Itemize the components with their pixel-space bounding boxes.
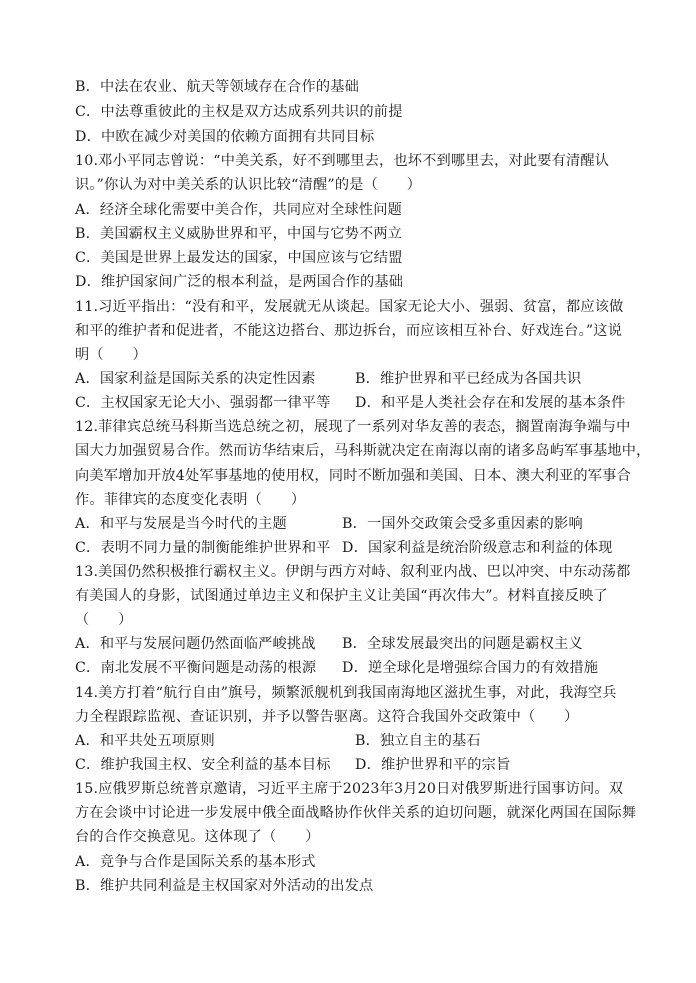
q12-option-b: B．一国外交政策会受多重因素的影响 [342,516,583,532]
q9-option-c: C．中法尊重彼此的主权是双方达成系列共识的前提 [75,104,403,120]
q13-stem-line-3: （ ） [75,612,133,628]
q13-option-c: C．南北发展不平衡问题是动荡的根源 [75,660,317,676]
q10-option-c: C．美国是世界上最发达的国家，中国应该与它结盟 [75,250,403,266]
q13-stem-line-1: 13.美国仍然积极推行霸权主义。伊朗与西方对峙、叙利亚内战、巴以冲突、中东动荡都 [75,564,631,580]
q14-option-c: C．维护我国主权、安全利益的基本目标 [75,757,331,773]
q13-stem-line-2: 有美国人的身影，试图通过单边主义和保护主义让美国“再次伟大”。材料直接反映了 [75,588,608,604]
q15-option-a: A．竞争与合作是国际关系的基本形式 [75,854,316,870]
q14-stem-line-1: 14.美方打着“航行自由”旗号，频繁派舰机到我国南海地区滋扰生事，对此，我海空兵 [75,685,617,701]
q14-option-d: D．维护世界和平的宗旨 [355,757,511,773]
q12-option-c: C．表明不同力量的制衡能维护世界和平 [75,540,331,556]
q11-option-b: B．维护世界和平已经成为各国共识 [355,371,582,387]
q14-option-a: A．和平共处五项原则 [75,733,215,749]
q12-stem-line-2: 国大力加强贸易合作。然而访华结束后，马科斯就决定在南海以南的诸多岛屿军事基地中， [75,443,651,459]
q10-option-d: D．维护国家间广泛的根本利益，是两国合作的基础 [75,274,404,290]
q13-option-d: D．逆全球化是增强综合国力的有效措施 [342,660,599,676]
q10-option-a: A．经济全球化需要中美合作，共同应对全球性问题 [75,202,402,218]
q14-option-b: B．独立自主的基石 [355,733,481,749]
q12-stem-line-4: 作。菲律宾的态度变化表明（ ） [75,492,306,508]
q12-stem-line-1: 12.菲律宾总统马科斯当选总统之初，展现了一系列对华友善的表态，搁置南海争端与中 [75,419,631,435]
q12-option-a: A．和平与发展是当今时代的主题 [75,516,287,532]
q15-stem-line-2: 方在会谈中讨论进一步发展中俄全面战略协作伙伴关系的迫切问题，就深化两国在国际舞 [75,805,637,821]
q14-stem-line-2: 力全程跟踪监视、查证识别，并予以警告驱离。这符合我国外交政策中（ ） [75,709,579,725]
q11-option-c: C．主权国家无论大小、强弱都一律平等 [75,395,331,411]
q9-option-b: B．中法在农业、航天等领域存在合作的基础 [75,79,359,95]
q13-option-a: A．和平与发展问题仍然面临严峻挑战 [75,636,316,652]
q11-option-a: A．国家利益是国际关系的决定性因素 [75,371,316,387]
q15-stem-line-3: 台的合作交换意见。这体现了（ ） [75,829,320,845]
q11-stem-line-1: 11.习近平指出：“没有和平，发展就无从谈起。国家无论大小、强弱、贫富，都应该做 [75,299,624,315]
q10-option-b: B．美国霸权主义威胁世界和平，中国与它势不两立 [75,226,403,242]
q12-option-d: D．国家利益是统治阶级意志和利益的体现 [342,540,613,556]
q10-stem-line-2: 识。”你认为对中美关系的认识比较“清醒”的是（ ） [75,177,422,193]
q10-stem-line-1: 10.邓小平同志曾说：“中美关系，好不到哪里去，也坏不到哪里去，对此要有清醒认 [75,153,610,169]
q15-option-b: B．维护共同利益是主权国家对外活动的出发点 [75,878,374,894]
q9-option-d: D．中欧在减少对美国的依赖方面拥有共同目标 [75,129,375,145]
q13-option-b: B．全球发展最突出的问题是霸权主义 [342,636,583,652]
q11-stem-line-2: 和平的维护者和促进者，不能这边搭台、那边拆台，而应该相互补台、好戏连台。”这说 [75,323,623,339]
q11-option-d: D．和平是人类社会存在和发展的基本条件 [355,395,626,411]
q12-stem-line-3: 向美军增加开放4处军事基地的使用权，同时不断加强和美国、日本、澳大利亚的军事合 [75,468,631,484]
q15-stem-line-1: 15.应俄罗斯总统普京邀请，习近平主席于2023年3月20日对俄罗斯进行国事访问。双 [75,781,624,797]
q11-stem-line-3: 明（ ） [75,347,147,363]
